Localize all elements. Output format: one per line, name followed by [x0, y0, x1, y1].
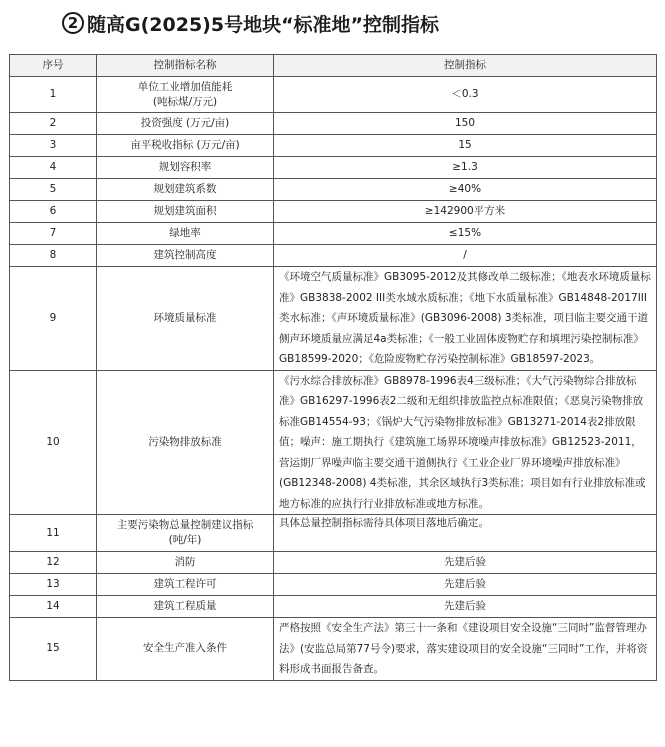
row-value: 15 [274, 135, 657, 157]
row-value: 《污水综合排放标准》GB8978-1996表4三级标准；《大气污染物综合排放标准》GB16297-1996表2二级和无组织排放监控点标准限值；《恶臭污染物排放标准GB14554-93；《锅炉大气污染物排放标准》GB13271-2014表2排放限值；噪声：施工期执行《建筑施工场界环境噪声排放标准》GB12523-2011，营运期厂界噪声临主要交通干道侧执行《工业企业厂界环境噪声排放标准》 (GB12348-2008) 4类标准，其余区域执行3类标准；项目如有行业排放标准或地方标准的应执行行业排放标准或地方标准。 [274, 370, 657, 515]
row-value: 具体总量控制指标需待具体项目落地后确定。 [274, 515, 657, 552]
row-value: ≥1.3 [274, 157, 657, 179]
table-row [10, 77, 657, 113]
row-name: 建筑工程质量 [97, 596, 274, 618]
row-number: 15 [10, 618, 97, 681]
row-number: 3 [10, 135, 97, 157]
table-row [10, 201, 657, 223]
column-header-indicator: 控制指标 [274, 55, 657, 77]
row-name: 安全生产准入条件 [97, 618, 274, 681]
row-number: 8 [10, 245, 97, 267]
row-name: 消防 [97, 552, 274, 574]
row-name-line1: 单位工业增加值能耗 [137, 80, 233, 93]
row-number: 1 [10, 77, 97, 113]
row-name-line2: (吨标煤/万元) [152, 95, 218, 108]
row-value: ≥142900平方米 [274, 201, 657, 223]
row-number: 12 [10, 552, 97, 574]
row-name [97, 77, 274, 113]
table-row [10, 618, 657, 681]
row-name: 规划建筑面积 [97, 201, 274, 223]
row-number: 2 [10, 113, 97, 135]
table-header-row [10, 55, 657, 77]
table-row [10, 596, 657, 618]
row-value: 先建后验 [274, 574, 657, 596]
row-value: / [274, 245, 657, 267]
row-name: 建筑控制高度 [97, 245, 274, 267]
row-name: 亩平税收指标 (万元/亩) [97, 135, 274, 157]
row-name [97, 515, 274, 552]
table-row [10, 370, 657, 515]
row-number: 7 [10, 223, 97, 245]
row-number: 5 [10, 179, 97, 201]
row-value: 先建后验 [274, 596, 657, 618]
row-name: 污染物排放标准 [97, 370, 274, 515]
column-header-indicator-name: 控制指标名称 [97, 55, 274, 77]
row-value: 严格按照《安全生产法》第三十一条和《建设项目安全设施“三同时”监督管理办法》(安监总局第77号令)要求，落实建设项目的安全设施“三同时”工作，并将资料形成书面报告备查。 [274, 618, 657, 681]
row-name: 规划建筑系数 [97, 179, 274, 201]
row-name-line2: (吨/年) [168, 534, 202, 546]
heading-title: 随高G(2025)5号地块“标准地”控制指标 [87, 13, 440, 36]
table-row [10, 223, 657, 245]
row-name: 绿地率 [97, 223, 274, 245]
table-row [10, 179, 657, 201]
row-number: 11 [10, 515, 97, 552]
table-row [10, 552, 657, 574]
row-number: 9 [10, 267, 97, 371]
row-name: 规划容积率 [97, 157, 274, 179]
row-number: 4 [10, 157, 97, 179]
row-number: 14 [10, 596, 97, 618]
row-name: 建筑工程许可 [97, 574, 274, 596]
table-row [10, 245, 657, 267]
column-header-number: 序号 [10, 55, 97, 77]
table-row [10, 574, 657, 596]
row-value: 150 [274, 113, 657, 135]
page-heading [62, 8, 439, 38]
circled-number: 2 [62, 12, 84, 34]
row-number: 6 [10, 201, 97, 223]
row-value: ≤15% [274, 223, 657, 245]
row-value: 先建后验 [274, 552, 657, 574]
table-row [10, 267, 657, 371]
row-value: 《环境空气质量标准》GB3095-2012及其修改单二级标准；《地表水环境质量标准》GB3838-2002 III类水域水质标准；《地下水质量标准》GB14848-2017III类水标准；《声环境质量标准》(GB3096-2008) 3类标准，项目临主要交通干道侧声环境质量应满足4a类标准；《一般工业固体废物贮存和填埋污染控制标准》GB18599-2020；《危险废物贮存污染控制标准》GB18597-2023。 [274, 267, 657, 371]
row-value: ≥40% [274, 179, 657, 201]
table-row [10, 157, 657, 179]
table-row [10, 135, 657, 157]
row-name: 环境质量标准 [97, 267, 274, 371]
row-name-line1: 主要污染物总量控制建议指标 [116, 519, 254, 531]
table-row [10, 113, 657, 135]
row-number: 10 [10, 370, 97, 515]
row-number: 13 [10, 574, 97, 596]
row-value: ＜0.3 [274, 77, 657, 113]
table-row [10, 515, 657, 552]
control-indicator-table [9, 54, 657, 681]
row-name: 投资强度 (万元/亩) [97, 113, 274, 135]
